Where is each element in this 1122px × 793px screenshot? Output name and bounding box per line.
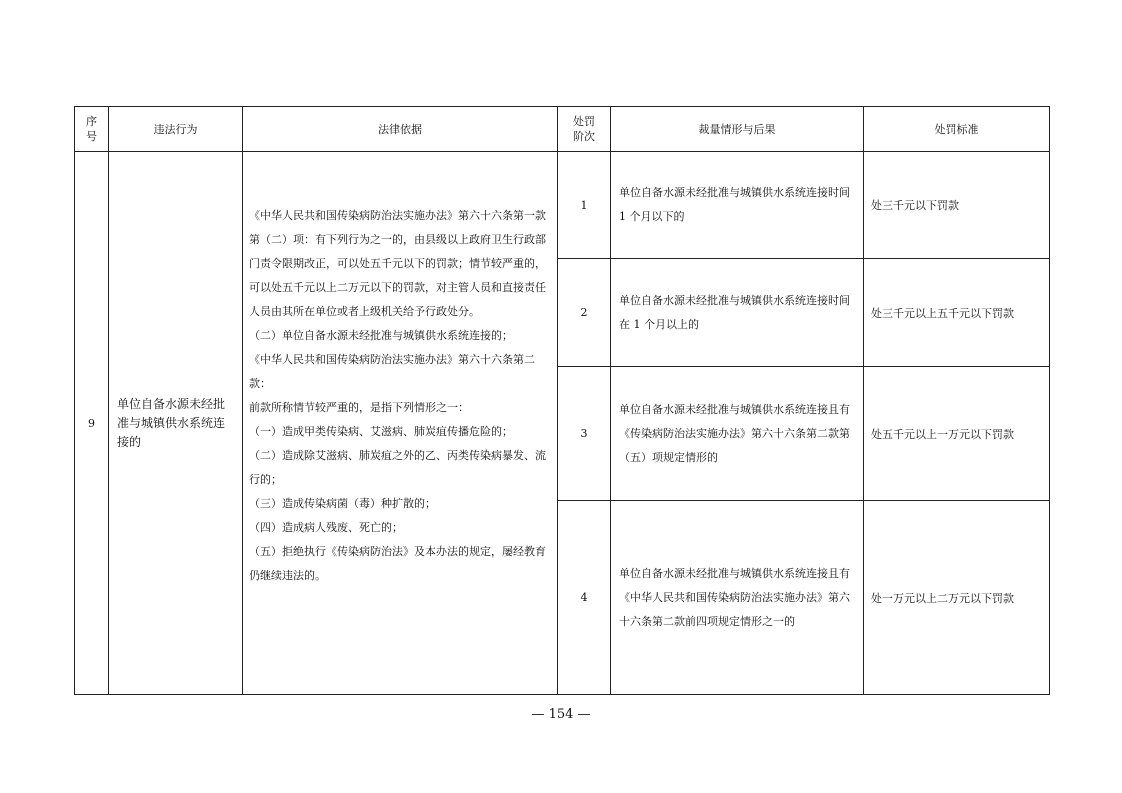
level-number: 4 xyxy=(558,501,611,695)
level-situation: 单位自备水源未经批准与城镇供水系统连接且有《中华人民共和国传染病防治法实施办法》第六十六条第二款前四项规定情形之一的 xyxy=(611,501,864,695)
header-level: 处罚 阶次 xyxy=(558,107,611,152)
basis-para: （三）造成传染病菌（毒）种扩散的； xyxy=(249,497,436,510)
header-act: 违法行为 xyxy=(109,107,243,152)
level-standard: 处三千元以上五千元以下罚款 xyxy=(864,259,1050,367)
level-standard: 处三千元以下罚款 xyxy=(864,152,1050,259)
header-seq: 序 号 xyxy=(75,107,109,152)
row-act: 单位自备水源未经批准与城镇供水系统连接的 xyxy=(109,152,243,695)
level-number: 2 xyxy=(558,259,611,367)
level-situation: 单位自备水源未经批准与城镇供水系统连接且有《传染病防治法实施办法》第六十六条第二款第（五）项规定情形的 xyxy=(611,367,864,501)
level-number: 1 xyxy=(558,152,611,259)
basis-para: （二）单位自备水源未经批准与城镇供水系统连接的； xyxy=(249,329,513,342)
basis-para: （五）拒绝执行《传染病防治法》及本办法的规定，屡经教育仍继续违法的。 xyxy=(249,545,546,582)
level-situation: 单位自备水源未经批准与城镇供水系统连接时间 1 个月以下的 xyxy=(611,152,864,259)
level-situation: 单位自备水源未经批准与城镇供水系统连接时间在 1 个月以上的 xyxy=(611,259,864,367)
penalty-table xyxy=(74,106,1050,695)
page-number: — 154 — xyxy=(531,707,591,722)
row-basis xyxy=(243,152,558,695)
basis-para: 《中华人民共和国传染病防治法实施办法》第六十六条第二款： xyxy=(249,353,535,390)
header-situation: 裁量情形与后果 xyxy=(611,107,864,152)
table-row xyxy=(75,152,1050,259)
row-seq: 9 xyxy=(75,152,109,695)
basis-para: 前款所称情节较严重的，是指下列情形之一： xyxy=(249,401,469,414)
table-header-row xyxy=(75,107,1050,152)
level-standard: 处五千元以上一万元以下罚款 xyxy=(864,367,1050,501)
level-number: 3 xyxy=(558,367,611,501)
basis-para: （一）造成甲类传染病、艾滋病、肺炭疽传播危险的； xyxy=(249,425,513,438)
header-standard: 处罚标准 xyxy=(864,107,1050,152)
level-standard: 处一万元以上二万元以下罚款 xyxy=(864,501,1050,695)
header-basis: 法律依据 xyxy=(243,107,558,152)
basis-para: 《中华人民共和国传染病防治法实施办法》第六十六条第一款第（二）项：有下列行为之一的，由县级以上政府卫生行政部门责令限期改正，可以处五千元以下的罚款；情节较严重的，可以处五千元以上二万元以下的罚款，对主管人员和直接责任人员由其所在单位或者上级机关给予行政处分。 xyxy=(249,209,546,318)
basis-para: （四）造成病人残废、死亡的； xyxy=(249,521,403,534)
basis-para: （二）造成除艾滋病、肺炭疽之外的乙、丙类传染病暴发、流行的； xyxy=(249,449,546,486)
